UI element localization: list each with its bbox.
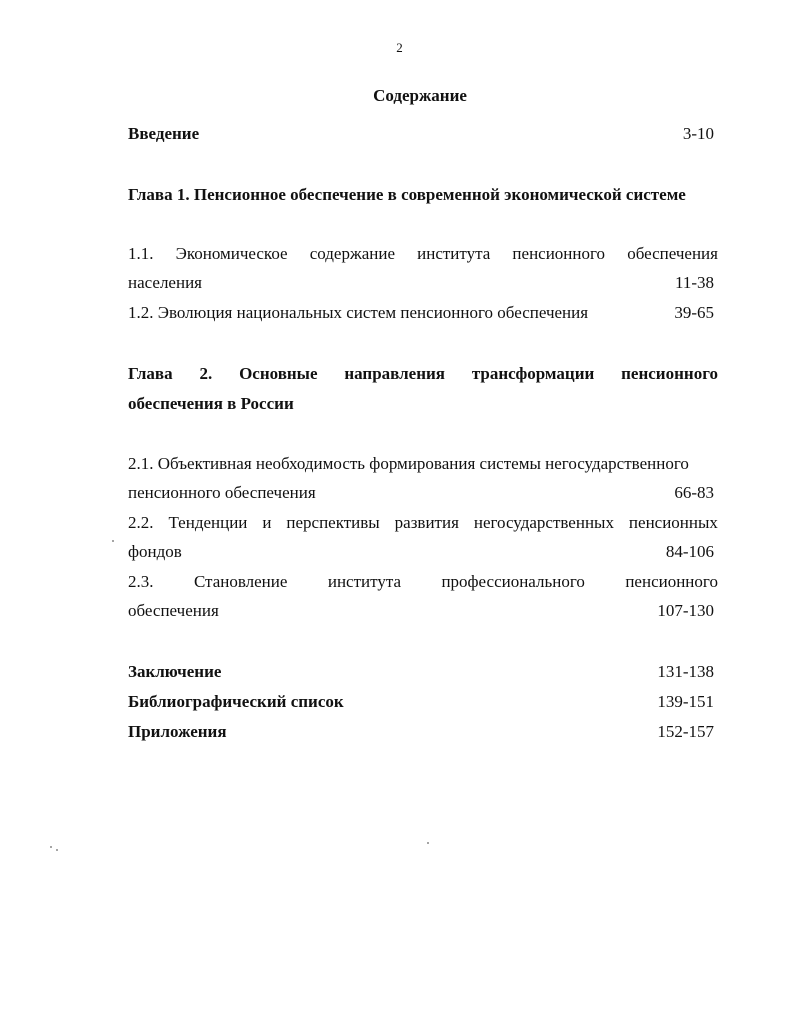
word: и [262,513,272,532]
section-2-1-line2 [128,481,718,505]
chapter2-heading-line2: обеспечения в России [128,394,294,413]
section-2-3-line1 [128,570,718,594]
section-2-2-text-cont: фондов [128,542,182,561]
section-2-1-pages: 66-83 [674,483,714,502]
intro-label: Введение [128,124,200,143]
page-number: 2 [396,40,403,55]
word: пенсионного [621,364,718,383]
word: пенсионного [625,572,718,591]
section-2-3-pages: 107-130 [657,601,714,620]
bibliography-pages: 139-151 [657,692,714,711]
section-2-1-text-cont: пенсионного обеспечения [128,483,316,502]
word: негосударственных [473,513,614,532]
word: Становление [193,572,288,591]
word: обеспечения [627,244,718,263]
section-2-2-line1 [128,511,718,535]
section-2-1-line1 [128,452,718,476]
section-2-3-text-cont: обеспечения [128,601,219,620]
section-1-1-pages: 11-38 [674,273,714,292]
section-2-2-line2 [128,540,718,564]
section-1-1-line1 [128,242,718,266]
word: 2.3. [128,572,154,591]
conclusion-label: Заключение [128,662,222,681]
word: 2.2. [128,513,154,532]
toc-entry-intro [128,122,718,146]
word: пенсионных [628,513,718,532]
section-2-3-line2 [128,599,718,623]
section-2-1-text: 2.1. Объективная необходимость формирования системы негосударственного [128,454,689,473]
chapter1-heading-row [128,183,718,207]
toc-title: Содержание [373,86,467,105]
scan-speck [427,842,429,844]
toc-entry-bibliography [128,690,718,714]
word: пенсионного [512,244,606,263]
scan-speck [112,540,114,542]
word: 2. [199,364,213,383]
appendices-label: Приложения [128,722,227,741]
conclusion-pages: 131-138 [657,662,714,681]
section-1-1-text: населения [128,273,202,292]
toc-entry-conclusion [128,660,718,684]
bibliography-label: Библиографический список [128,692,344,711]
word: трансформации [471,364,595,383]
word: Основные [239,364,318,383]
word: института [417,244,491,263]
word: института [327,572,401,591]
word: содержание [309,244,396,263]
word: направления [344,364,445,383]
word: 1.1. [128,244,154,263]
word: Глава [128,364,173,383]
chapter1-heading: Глава 1. Пенсионное обеспечение в современной экономической системе [128,185,686,204]
appendices-pages: 152-157 [657,722,714,741]
chapter2-heading-line2-row [128,392,718,416]
toc-entry-appendices [128,720,718,744]
scan-speck [50,846,52,848]
scan-speck [56,849,58,851]
intro-pages: 3-10 [682,124,714,143]
section-1-1-line2 [128,271,718,295]
word: Экономическое [175,244,288,263]
section-1-2-text: 1.2. Эволюция национальных систем пенсионного обеспечения [128,303,589,322]
chapter2-heading-line1 [128,362,718,386]
word: перспективы [286,513,380,532]
section-2-2-pages: 84-106 [665,542,714,561]
word: развития [394,513,459,532]
word: Тенденции [168,513,248,532]
word: профессионального [441,572,585,591]
section-1-2 [128,301,718,325]
section-1-2-pages: 39-65 [674,303,714,322]
